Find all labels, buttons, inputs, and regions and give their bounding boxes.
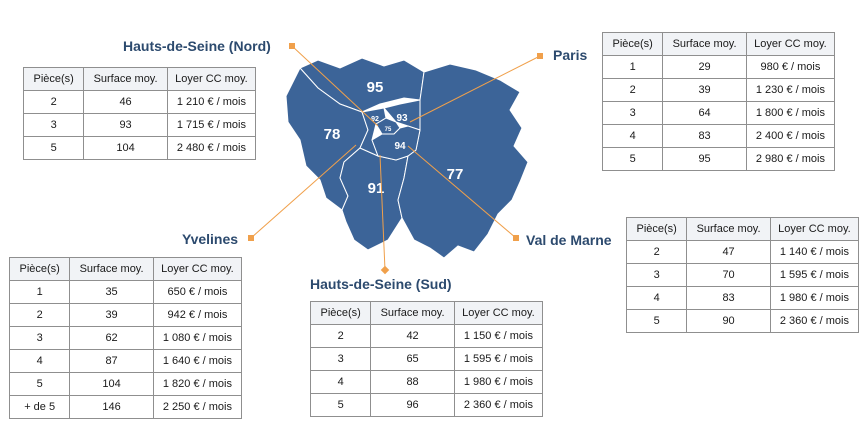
header-col-pieces: Pièce(s) (627, 218, 687, 241)
cell-col-loyer: 2 360 € / mois (454, 394, 542, 417)
cell-col-surface: 39 (663, 79, 747, 102)
header-col-surface: Surface moy. (663, 33, 747, 56)
cell-col-surface: 47 (687, 241, 771, 264)
rent-table-hauts-de-seine-nord (23, 67, 256, 160)
cell-col-pieces: 2 (603, 79, 663, 102)
cell-col-loyer: 1 800 € / mois (746, 102, 834, 125)
cell-col-surface: 65 (371, 348, 455, 371)
header-col-loyer: Loyer CC moy. (153, 258, 241, 281)
cell-col-loyer: 1 715 € / mois (167, 114, 255, 137)
table-row (627, 264, 859, 287)
cell-col-pieces: 5 (311, 394, 371, 417)
cell-col-loyer: 1 080 € / mois (153, 327, 241, 350)
cell-col-pieces: 5 (10, 373, 70, 396)
cell-col-surface: 87 (70, 350, 154, 373)
table-row (603, 125, 835, 148)
header-col-loyer: Loyer CC moy. (770, 218, 858, 241)
map-label-93: 93 (396, 113, 408, 124)
rent-table-hauts-de-seine-sud (310, 301, 543, 417)
table-row (603, 102, 835, 125)
cell-col-pieces: 5 (627, 310, 687, 333)
cell-col-pieces: 4 (10, 350, 70, 373)
table-row (603, 148, 835, 171)
table-row (311, 371, 543, 394)
cell-col-pieces: 1 (603, 56, 663, 79)
cell-col-surface: 83 (687, 287, 771, 310)
title-paris: Paris (553, 47, 588, 63)
header-col-pieces: Pièce(s) (24, 68, 84, 91)
rent-table-yvelines (9, 257, 242, 419)
leader-dot-hauts-sud (381, 266, 389, 274)
cell-col-surface: 46 (84, 91, 168, 114)
cell-col-surface: 62 (70, 327, 154, 350)
header-col-surface: Surface moy. (687, 218, 771, 241)
cell-col-pieces: 3 (603, 102, 663, 125)
map-label-75: 75 (384, 127, 392, 133)
cell-col-pieces: 2 (311, 325, 371, 348)
rent-table-val-de-marne (626, 217, 859, 333)
table-row (10, 350, 242, 373)
cell-col-surface: 29 (663, 56, 747, 79)
map-label-94: 94 (394, 141, 406, 152)
table-row (24, 137, 256, 160)
cell-col-pieces: 2 (627, 241, 687, 264)
cell-col-loyer: 1 980 € / mois (770, 287, 858, 310)
cell-col-surface: 83 (663, 125, 747, 148)
cell-col-loyer: 1 210 € / mois (167, 91, 255, 114)
table-row (627, 310, 859, 333)
cell-col-loyer: 1 140 € / mois (770, 241, 858, 264)
cell-col-loyer: 2 400 € / mois (746, 125, 834, 148)
cell-col-loyer: 2 360 € / mois (770, 310, 858, 333)
leader-dot-yvelines (248, 235, 254, 241)
leader-dot-paris (537, 53, 543, 59)
cell-col-surface: 104 (84, 137, 168, 160)
cell-col-surface: 64 (663, 102, 747, 125)
table-row (627, 241, 859, 264)
title-yvelines: Yvelines (182, 231, 239, 247)
cell-col-pieces: 3 (10, 327, 70, 350)
table-row (603, 79, 835, 102)
table-row (10, 373, 242, 396)
cell-col-pieces: 4 (603, 125, 663, 148)
cell-col-surface: 104 (70, 373, 154, 396)
table-row (311, 348, 543, 371)
cell-col-loyer: 2 980 € / mois (746, 148, 834, 171)
table-row (603, 56, 835, 79)
cell-col-pieces: 3 (24, 114, 84, 137)
table-header-row (627, 218, 859, 241)
table-row (24, 91, 256, 114)
leader-dot-val-de-marne (513, 235, 519, 241)
table-row (627, 287, 859, 310)
cell-col-loyer: 1 820 € / mois (153, 373, 241, 396)
cell-col-surface: 42 (371, 325, 455, 348)
rent-table-paris (602, 32, 835, 171)
cell-col-loyer: 650 € / mois (153, 281, 241, 304)
table-row (10, 304, 242, 327)
header-col-surface: Surface moy. (371, 302, 455, 325)
title-val-de-marne: Val de Marne (526, 232, 612, 248)
header-col-pieces: Pièce(s) (311, 302, 371, 325)
cell-col-loyer: 1 980 € / mois (454, 371, 542, 394)
map-label-91: 91 (367, 180, 385, 197)
cell-col-pieces: + de 5 (10, 396, 70, 419)
title-hauts-de-seine-sud: Hauts-de-Seine (Sud) (310, 276, 452, 292)
cell-col-loyer: 2 480 € / mois (167, 137, 255, 160)
table-row (311, 325, 543, 348)
cell-col-surface: 35 (70, 281, 154, 304)
header-col-pieces: Pièce(s) (10, 258, 70, 281)
cell-col-pieces: 5 (24, 137, 84, 160)
cell-col-loyer: 1 640 € / mois (153, 350, 241, 373)
header-col-surface: Surface moy. (70, 258, 154, 281)
table-row (10, 396, 242, 419)
cell-col-surface: 146 (70, 396, 154, 419)
table-row (10, 327, 242, 350)
table-row (10, 281, 242, 304)
cell-col-loyer: 1 230 € / mois (746, 79, 834, 102)
cell-col-pieces: 4 (627, 287, 687, 310)
table-row (311, 394, 543, 417)
cell-col-pieces: 3 (627, 264, 687, 287)
header-col-loyer: Loyer CC moy. (454, 302, 542, 325)
map-label-92: 92 (371, 116, 379, 123)
table-header-row (311, 302, 543, 325)
cell-col-loyer: 942 € / mois (153, 304, 241, 327)
table-header-row (10, 258, 242, 281)
header-col-loyer: Loyer CC moy. (167, 68, 255, 91)
header-col-loyer: Loyer CC moy. (746, 33, 834, 56)
map-label-95: 95 (366, 79, 384, 96)
cell-col-loyer: 1 150 € / mois (454, 325, 542, 348)
cell-col-loyer: 980 € / mois (746, 56, 834, 79)
cell-col-surface: 93 (84, 114, 168, 137)
cell-col-pieces: 4 (311, 371, 371, 394)
cell-col-loyer: 1 595 € / mois (770, 264, 858, 287)
map-label-77: 77 (446, 166, 464, 183)
table-row (24, 114, 256, 137)
cell-col-pieces: 3 (311, 348, 371, 371)
cell-col-pieces: 2 (24, 91, 84, 114)
map-label-78: 78 (323, 126, 341, 143)
header-col-surface: Surface moy. (84, 68, 168, 91)
cell-col-pieces: 5 (603, 148, 663, 171)
cell-col-surface: 88 (371, 371, 455, 394)
header-col-pieces: Pièce(s) (603, 33, 663, 56)
cell-col-surface: 96 (371, 394, 455, 417)
cell-col-pieces: 1 (10, 281, 70, 304)
cell-col-surface: 95 (663, 148, 747, 171)
cell-col-loyer: 1 595 € / mois (454, 348, 542, 371)
table-header-row (24, 68, 256, 91)
cell-col-loyer: 2 250 € / mois (153, 396, 241, 419)
title-hauts-de-seine-nord: Hauts-de-Seine (Nord) (123, 38, 271, 54)
cell-col-surface: 70 (687, 264, 771, 287)
leader-dot-hauts-nord (289, 43, 295, 49)
cell-col-surface: 90 (687, 310, 771, 333)
cell-col-pieces: 2 (10, 304, 70, 327)
cell-col-surface: 39 (70, 304, 154, 327)
table-header-row (603, 33, 835, 56)
